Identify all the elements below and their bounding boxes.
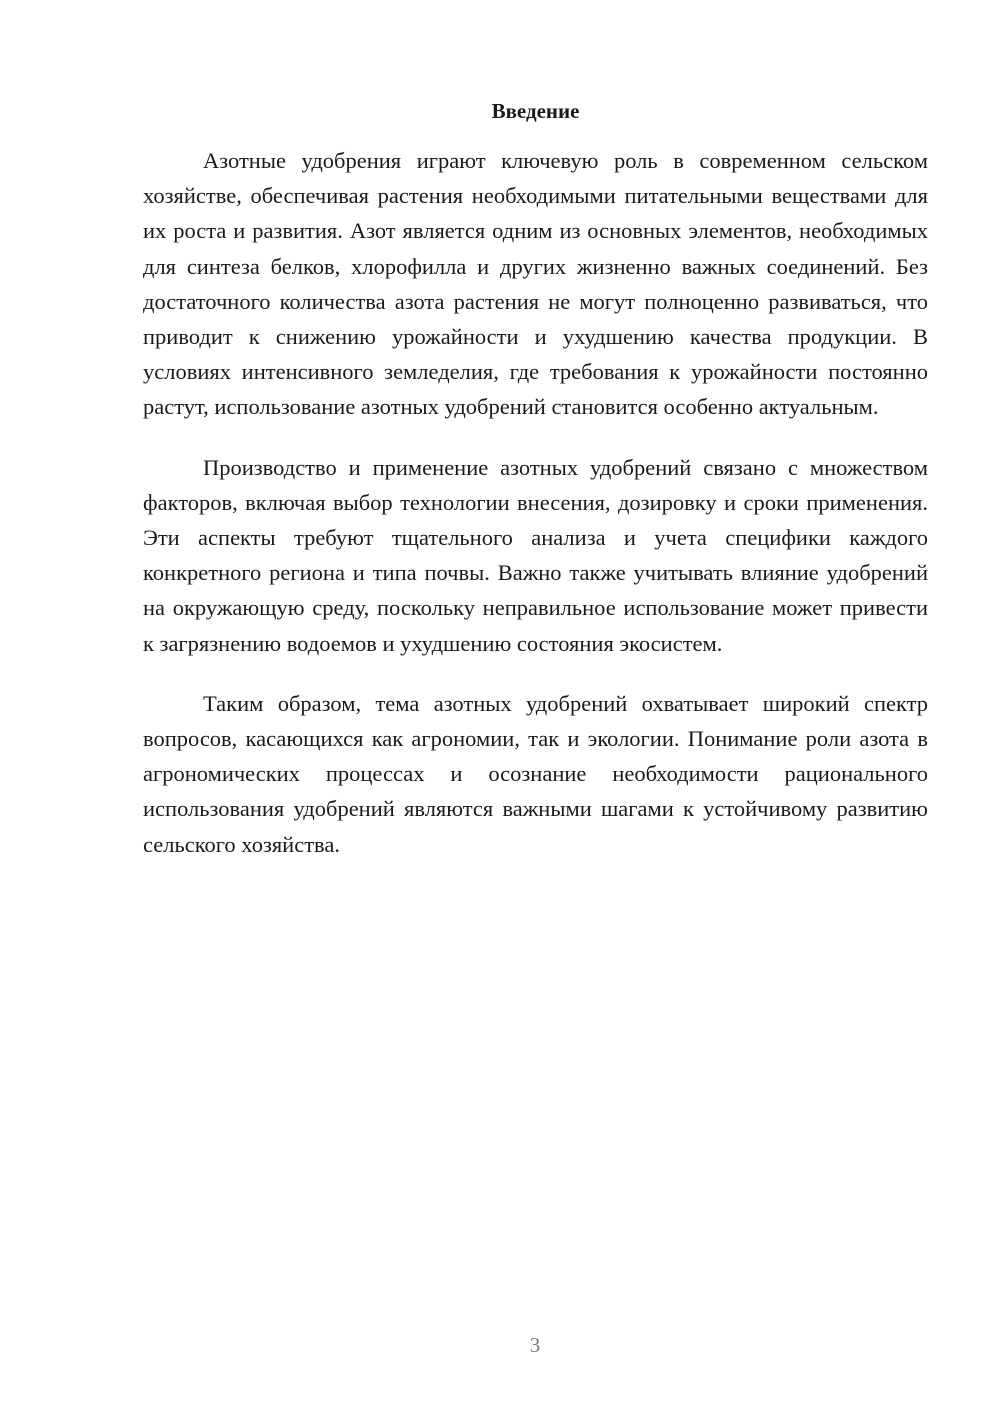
paragraph-2: Производство и применение азотных удобрений связано с множеством факторов, включая выбор технологии внесения, дозировку и сроки применения. Эти аспекты требуют тщательного анализа и учета специфики каждого конкретного региона и типа почвы. Важно также учитывать влияние удобрений на окружающую среду, поскольку неправильное использование может привести к загрязнению водоемов и ухудшению состояния экосистем. [143, 454, 928, 656]
body-text [143, 143, 928, 887]
paragraph-1: Азотные удобрения играют ключевую роль в современном сельском хозяйстве, обеспечивая растения необходимыми питательными веществами для их роста и развития. Азот является одним из основных элементов, необходимых для синтеза белков, хлорофилла и других жизненно важных соединений. Без достаточного количества азота растения не могут полноценно развиваться, что приводит к снижению урожайности и ухудшению качества продукции. В условиях интенсивного земледелия, где требования к урожайности постоянно растут, использование азотных удобрений становится особенно актуальным. [143, 148, 928, 420]
section-title: Введение [491, 99, 580, 123]
page-number: 3 [529, 1333, 541, 1357]
paragraph-3: Таким образом, тема азотных удобрений охватывает широкий спектр вопросов, касающихся как агрономии, так и экологии. Понимание роли азота в агрономических процессах и осознание необходимости рационального использования удобрений являются важными шагами к устойчивому развитию сельского хозяйства. [143, 690, 928, 857]
